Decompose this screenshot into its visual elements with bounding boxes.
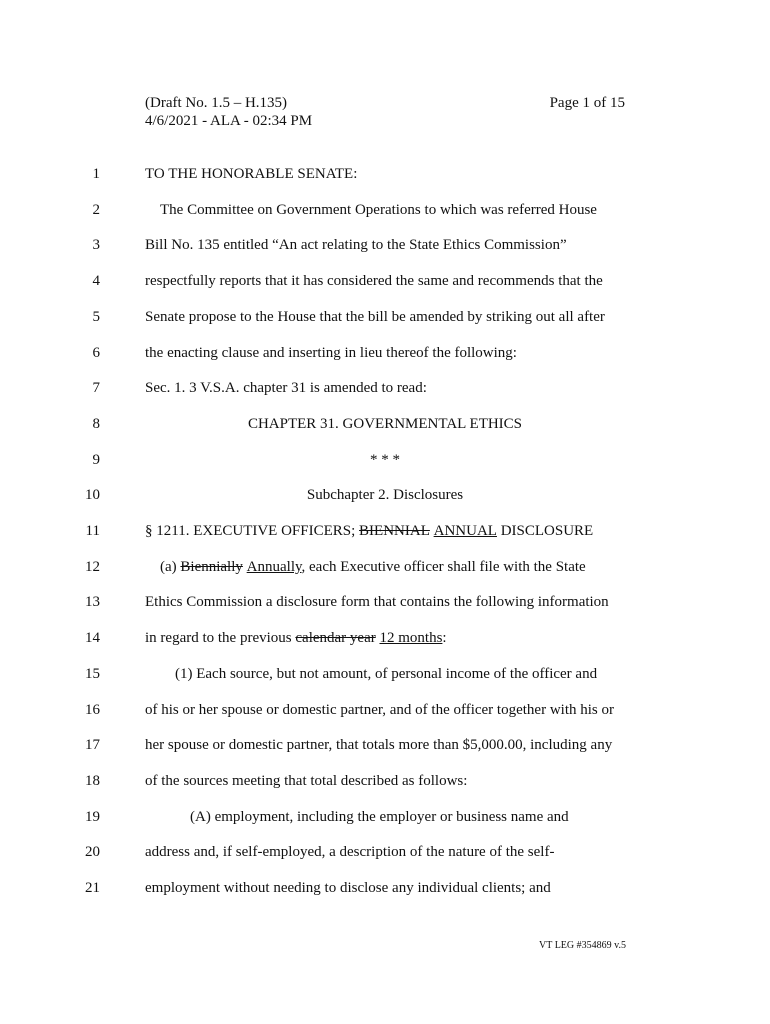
line-text bbox=[145, 591, 625, 613]
line-number: 19 bbox=[85, 808, 100, 825]
line-number: 4 bbox=[92, 273, 100, 290]
deleted-text: calendar year bbox=[295, 630, 376, 647]
document-line bbox=[0, 663, 770, 685]
document-line bbox=[0, 520, 770, 542]
line-text bbox=[145, 234, 625, 256]
text-segment: Bill No. 135 entitled “An act relating to the State Ethics Commission” bbox=[145, 237, 567, 254]
document-line bbox=[0, 627, 770, 649]
text-segment: her spouse or domestic partner, that totals more than $5,000.00, including any bbox=[145, 737, 613, 754]
line-number: 2 bbox=[92, 201, 100, 218]
text-segment: , each Executive officer shall file with the State bbox=[301, 558, 586, 575]
document-line bbox=[0, 734, 770, 756]
line-number: 15 bbox=[85, 665, 100, 682]
document-line bbox=[0, 841, 770, 863]
line-text bbox=[145, 699, 625, 721]
text-segment: The Committee on Government Operations to which was referred House bbox=[145, 201, 597, 218]
text-segment: * * * bbox=[370, 451, 400, 468]
line-number: 3 bbox=[92, 237, 100, 254]
line-number: 16 bbox=[85, 701, 100, 718]
text-segment: of his or her spouse or domestic partner, and of the officer together with his or bbox=[145, 701, 614, 718]
line-number: 17 bbox=[85, 737, 100, 754]
document-line bbox=[0, 556, 770, 578]
document-line bbox=[0, 163, 770, 185]
document-line bbox=[0, 342, 770, 364]
page-number: Page 1 of 15 bbox=[549, 95, 625, 111]
text-segment: TO THE HONORABLE SENATE: bbox=[145, 166, 358, 182]
line-text bbox=[145, 377, 625, 399]
line-text bbox=[145, 663, 625, 685]
text-segment: Ethics Commission a disclosure form that contains the following information bbox=[145, 594, 609, 611]
line-text bbox=[145, 556, 625, 578]
line-number: 5 bbox=[92, 308, 100, 325]
document-line bbox=[0, 377, 770, 399]
inserted-text: 12 months bbox=[379, 630, 443, 647]
line-number: 13 bbox=[85, 594, 100, 611]
text-segment: in regard to the previous bbox=[145, 630, 296, 647]
line-number: 21 bbox=[85, 880, 100, 896]
line-text bbox=[145, 163, 625, 185]
line-number: 8 bbox=[92, 415, 100, 432]
text-segment: CHAPTER 31. GOVERNMENTAL ETHICS bbox=[247, 415, 523, 432]
line-text bbox=[145, 520, 625, 542]
line-text bbox=[145, 484, 625, 506]
document-line bbox=[0, 199, 770, 221]
text-segment: (A) employment, including the employer or business name and bbox=[145, 808, 569, 825]
line-text bbox=[145, 806, 625, 828]
line-number: 10 bbox=[85, 487, 100, 504]
document-line bbox=[0, 413, 770, 435]
line-text bbox=[145, 270, 625, 292]
line-text bbox=[145, 342, 625, 364]
inserted-text: Annually bbox=[246, 558, 302, 575]
line-number: 14 bbox=[85, 630, 100, 647]
text-segment: (a) bbox=[145, 558, 181, 575]
line-number: 20 bbox=[85, 844, 100, 861]
line-number: 6 bbox=[92, 344, 100, 361]
text-segment: the enacting clause and inserting in lieu thereof the following: bbox=[145, 344, 517, 361]
document-line bbox=[0, 877, 770, 899]
text-segment: Senate propose to the House that the bill be amended by striking out all after bbox=[145, 308, 605, 325]
draft-date: 4/6/2021 - ALA - 02:34 PM bbox=[145, 113, 313, 129]
line-text bbox=[145, 306, 625, 328]
document-footer: VT LEG #354869 v.5 bbox=[539, 940, 626, 951]
document-line bbox=[0, 484, 770, 506]
line-text bbox=[145, 770, 625, 792]
line-text bbox=[145, 734, 625, 756]
line-number: 1 bbox=[92, 166, 100, 182]
text-segment: respectfully reports that it has considered the same and recommends that the bbox=[145, 273, 603, 290]
document-line bbox=[0, 270, 770, 292]
document-line bbox=[0, 234, 770, 256]
line-text bbox=[145, 413, 625, 435]
line-text bbox=[145, 877, 625, 899]
text-segment: : bbox=[442, 630, 447, 647]
text-segment: Sec. 1. 3 V.S.A. chapter 31 is amended to read: bbox=[145, 380, 427, 397]
text-segment: address and, if self-employed, a description of the nature of the self- bbox=[145, 844, 555, 861]
line-number: 12 bbox=[85, 558, 100, 575]
text-segment: Subchapter 2. Disclosures bbox=[306, 487, 464, 504]
document-line bbox=[0, 591, 770, 613]
deleted-text: Biennially bbox=[180, 558, 243, 575]
draft-number: (Draft No. 1.5 – H.135) bbox=[145, 95, 288, 111]
line-number: 11 bbox=[85, 523, 100, 539]
line-number: 9 bbox=[92, 451, 100, 468]
line-text bbox=[145, 199, 625, 221]
document-line bbox=[0, 770, 770, 792]
line-text bbox=[145, 449, 625, 471]
text-segment: of the sources meeting that total described as follows: bbox=[145, 772, 468, 789]
text-segment: DISCLOSURE bbox=[496, 523, 594, 539]
text-segment: employment without needing to disclose any individual clients; and bbox=[145, 880, 551, 896]
document-line bbox=[0, 306, 770, 328]
line-number: 18 bbox=[85, 772, 100, 789]
line-text bbox=[145, 841, 625, 863]
document-line bbox=[0, 806, 770, 828]
text-segment: § 1211. EXECUTIVE OFFICERS; bbox=[145, 523, 360, 539]
line-text bbox=[145, 627, 625, 649]
document-line bbox=[0, 449, 770, 471]
document-line bbox=[0, 699, 770, 721]
deleted-text: BIENNIAL bbox=[359, 523, 430, 539]
line-number: 7 bbox=[92, 380, 100, 397]
text-segment: (1) Each source, but not amount, of personal income of the officer and bbox=[145, 665, 598, 682]
inserted-text: ANNUAL bbox=[433, 523, 497, 539]
